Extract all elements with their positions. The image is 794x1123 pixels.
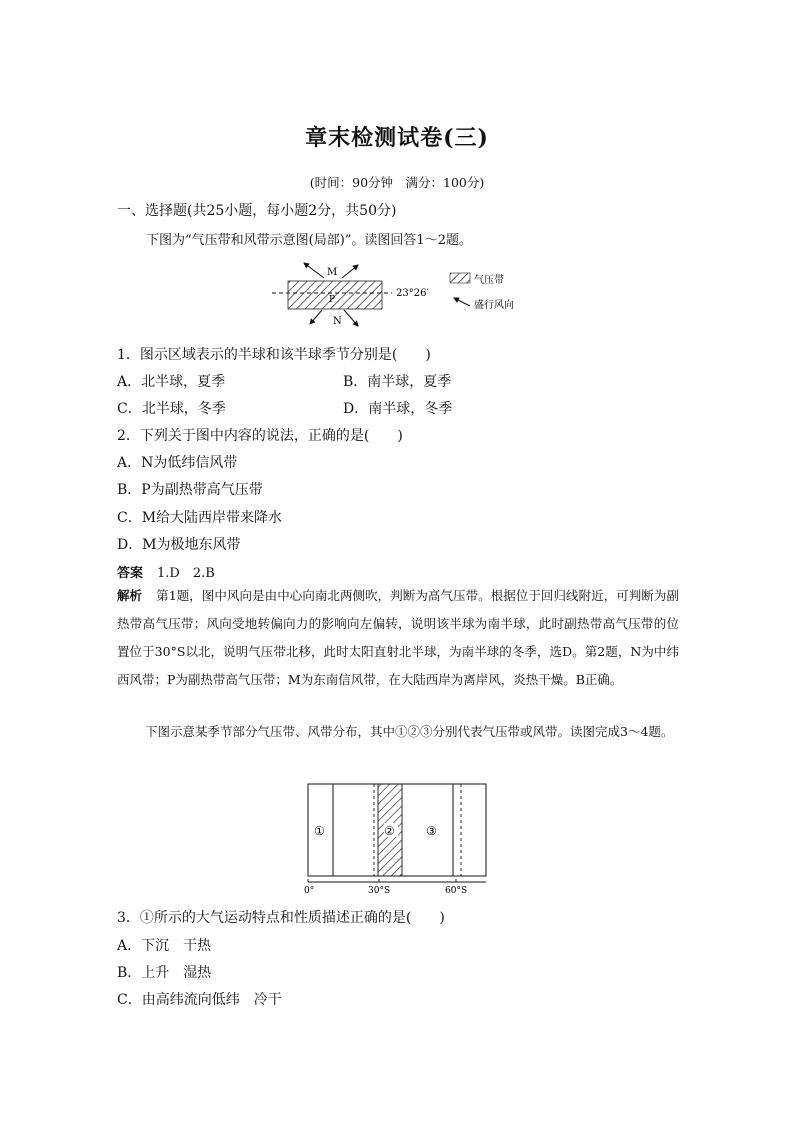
q2-stem: 2．下列关于图中内容的说法，正确的是( ) [117,428,403,444]
analysis-label: 解析 [117,588,143,603]
section-heading: 一、选择题(共25小题，每小题2分，共50分) [117,203,397,219]
arrow-m-left [304,263,324,278]
answer-line [117,562,215,581]
q1-stem: 1．图示区域表示的半球和该半球季节分别是( ) [117,347,431,363]
intro-q1-2: 下图为“气压带和风带示意图(局部)”。读图回答1～2题。 [146,233,472,248]
answer-label: 答案 [117,566,144,581]
q2-option-d: D．M为极地东风带 [117,537,241,553]
label-p: P [329,295,336,305]
q3-option-a: A．下沉 干热 [117,938,212,954]
q2-option-a: A．N为低纬信风带 [117,455,238,471]
q1-option-d: D．南半球，冬季 [343,401,453,417]
legend-pressure-label: 气压带 [474,275,504,286]
wind-belt-figure [300,780,500,896]
answer-value: 1.D 2.B [157,566,215,581]
tick-60s: 60°S [445,886,468,896]
analysis-text: 第1题，图中风向是由中心向南北两侧吹，判断为高气压带。根据位于回归线附近，可判断为副热带高气压带；风向受地转偏向力的影响向左偏转，说明该半球为南半球，此时副热带高气压带的位置位于30°S以北，说明气压带北移，此时太阳直射北半球，为南半球的冬季，选D。第2题，N为中纬西风带；P为副热带高气压带；M为东南信风带，在大陆西岸为离岸风，炎热干燥。B正确。 [117,588,679,687]
zone-2-label: ② [384,824,395,838]
zone-1-label: ① [314,824,325,838]
q3-option-c: C．由高纬流向低纬 冷干 [117,992,282,1008]
zone-3-label: ③ [426,824,437,838]
label-n: N [333,316,342,327]
legend-wind-arrow [454,298,470,306]
page-title: 章末检测试卷(三) [305,125,489,151]
label-m: M [327,267,338,278]
pressure-belt-figure [262,258,532,330]
legend-hatch-swatch [450,273,470,283]
arrow-n-left [310,310,322,324]
q3-option-b: B．上升 湿热 [117,965,212,981]
intro-q3-4: 下图示意某季节部分气压带、风带分布，其中①②③分别代表气压带或风带。读图完成3～4题。 [145,724,674,739]
q1-option-b: B．南半球，夏季 [343,374,452,390]
analysis-paragraph [117,582,679,694]
exam-time: (时间：90分钟 满分：100分) [309,175,485,190]
tick-0: 0° [304,886,315,896]
q2-option-c: C．M给大陆西岸带来降水 [117,510,283,526]
q1-option-a: A．北半球，夏季 [117,374,226,390]
latitude-label: 23°26′ [396,288,429,299]
legend-wind-label: 盛行风向 [474,300,514,311]
arrow-n-right [344,310,358,326]
arrow-m-right [342,265,358,278]
q3-stem: 3．①所示的大气运动特点和性质描述正确的是( ) [117,910,445,926]
tick-30s: 30°S [368,886,391,896]
q2-option-b: B．P为副热带高气压带 [117,482,263,498]
q1-option-c: C．北半球，冬季 [117,401,226,417]
